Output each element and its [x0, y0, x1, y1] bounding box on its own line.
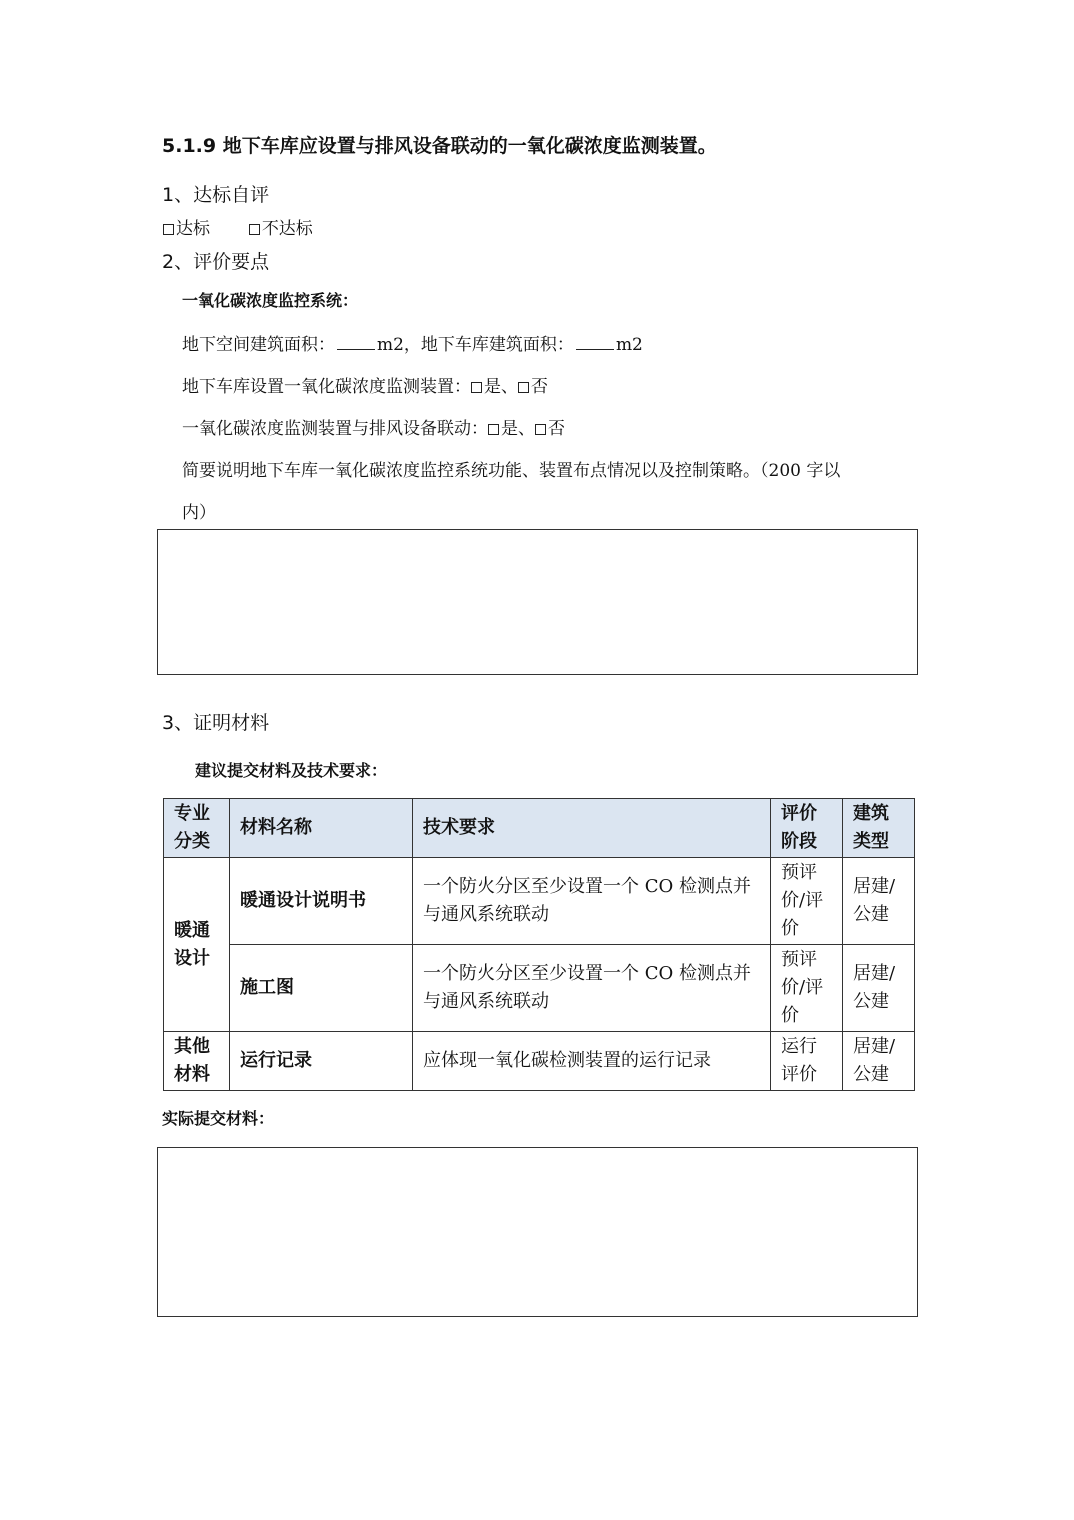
co-system-subheading: 一氧化碳浓度监控系统：: [182, 291, 359, 310]
evidence-heading: 3、证明材料: [162, 712, 270, 734]
materials-table: [163, 798, 915, 1091]
header-material-name: 材料名称: [230, 799, 413, 858]
pass-checkbox[interactable]: [163, 224, 174, 235]
table-row: [164, 858, 915, 945]
co-device-no-label: 否: [531, 377, 548, 397]
pass-option[interactable]: [163, 219, 210, 239]
header-technical-requirement: 技术要求: [413, 799, 771, 858]
co-linkage-question: [182, 414, 565, 439]
header-evaluation-stage: 评价阶段: [771, 799, 843, 858]
technical-requirement: 一个防火分区至少设置一个 CO 检测点并与通风系统联动: [413, 858, 771, 945]
material-name: 运行记录: [230, 1032, 413, 1091]
table-header-row: [164, 799, 915, 858]
table-row: [164, 945, 915, 1032]
section-title: 5.1.9 地下车库应设置与排风设备联动的一氧化碳浓度监测装置。: [162, 135, 717, 157]
fail-label: 不达标: [261, 219, 313, 239]
evaluation-stage: 预评价/评价: [771, 945, 843, 1032]
material-name: 施工图: [230, 945, 413, 1032]
self-evaluation-heading: 1、达标自评: [162, 184, 270, 206]
co-linkage-no-checkbox[interactable]: [535, 424, 546, 435]
co-linkage-label: 一氧化碳浓度监测装置与排风设备联动：: [182, 419, 488, 439]
pass-label: 达标: [176, 219, 210, 239]
underground-area-blank[interactable]: [337, 335, 375, 350]
co-device-yes-label: 是、: [484, 377, 518, 397]
evaluation-stage: 预评价/评价: [771, 858, 843, 945]
co-linkage-yes-label: 是、: [501, 419, 535, 439]
material-name: 暖通设计说明书: [230, 858, 413, 945]
header-building-type: 建筑类型: [843, 799, 915, 858]
garage-area-blank[interactable]: [576, 335, 614, 350]
fail-checkbox[interactable]: [249, 224, 260, 235]
fail-option[interactable]: [249, 219, 313, 239]
co-device-label: 地下车库设置一氧化碳浓度监测装置：: [182, 377, 471, 397]
category-other: 其他材料: [164, 1032, 230, 1091]
suggested-materials-label: 建议提交材料及技术要求：: [195, 761, 388, 780]
actual-materials-textbox[interactable]: [157, 1147, 918, 1317]
technical-requirement: 一个防火分区至少设置一个 CO 检测点并与通风系统联动: [413, 945, 771, 1032]
area-unit: m2: [615, 335, 643, 355]
actual-materials-label: 实际提交材料：: [162, 1109, 275, 1128]
evaluation-points-heading: 2、评价要点: [162, 251, 270, 273]
co-device-question: [182, 372, 548, 397]
co-linkage-no-label: 否: [548, 419, 565, 439]
header-category: 专业分类: [164, 799, 230, 858]
building-type: 居建/公建: [843, 1032, 915, 1091]
co-device-yes-checkbox[interactable]: [471, 382, 482, 393]
co-linkage-yes-checkbox[interactable]: [488, 424, 499, 435]
underground-area-label: 地下空间建筑面积：: [182, 335, 335, 355]
description-note-line1: 简要说明地下车库一氧化碳浓度监控系统功能、装置布点情况以及控制策略。（200 字以: [182, 461, 841, 481]
area-line: [182, 330, 643, 355]
self-evaluation-options: [163, 214, 313, 239]
evaluation-stage: 运行评价: [771, 1032, 843, 1091]
table-row: [164, 1032, 915, 1091]
building-type: 居建/公建: [843, 858, 915, 945]
description-note-line2: 内）: [182, 503, 216, 523]
category-hvac: 暖通设计: [164, 858, 230, 1032]
description-textbox[interactable]: [157, 529, 918, 675]
building-type: 居建/公建: [843, 945, 915, 1032]
co-device-no-checkbox[interactable]: [518, 382, 529, 393]
garage-area-label: m2，地下车库建筑面积：: [377, 335, 574, 355]
technical-requirement: 应体现一氧化碳检测装置的运行记录: [413, 1032, 771, 1091]
